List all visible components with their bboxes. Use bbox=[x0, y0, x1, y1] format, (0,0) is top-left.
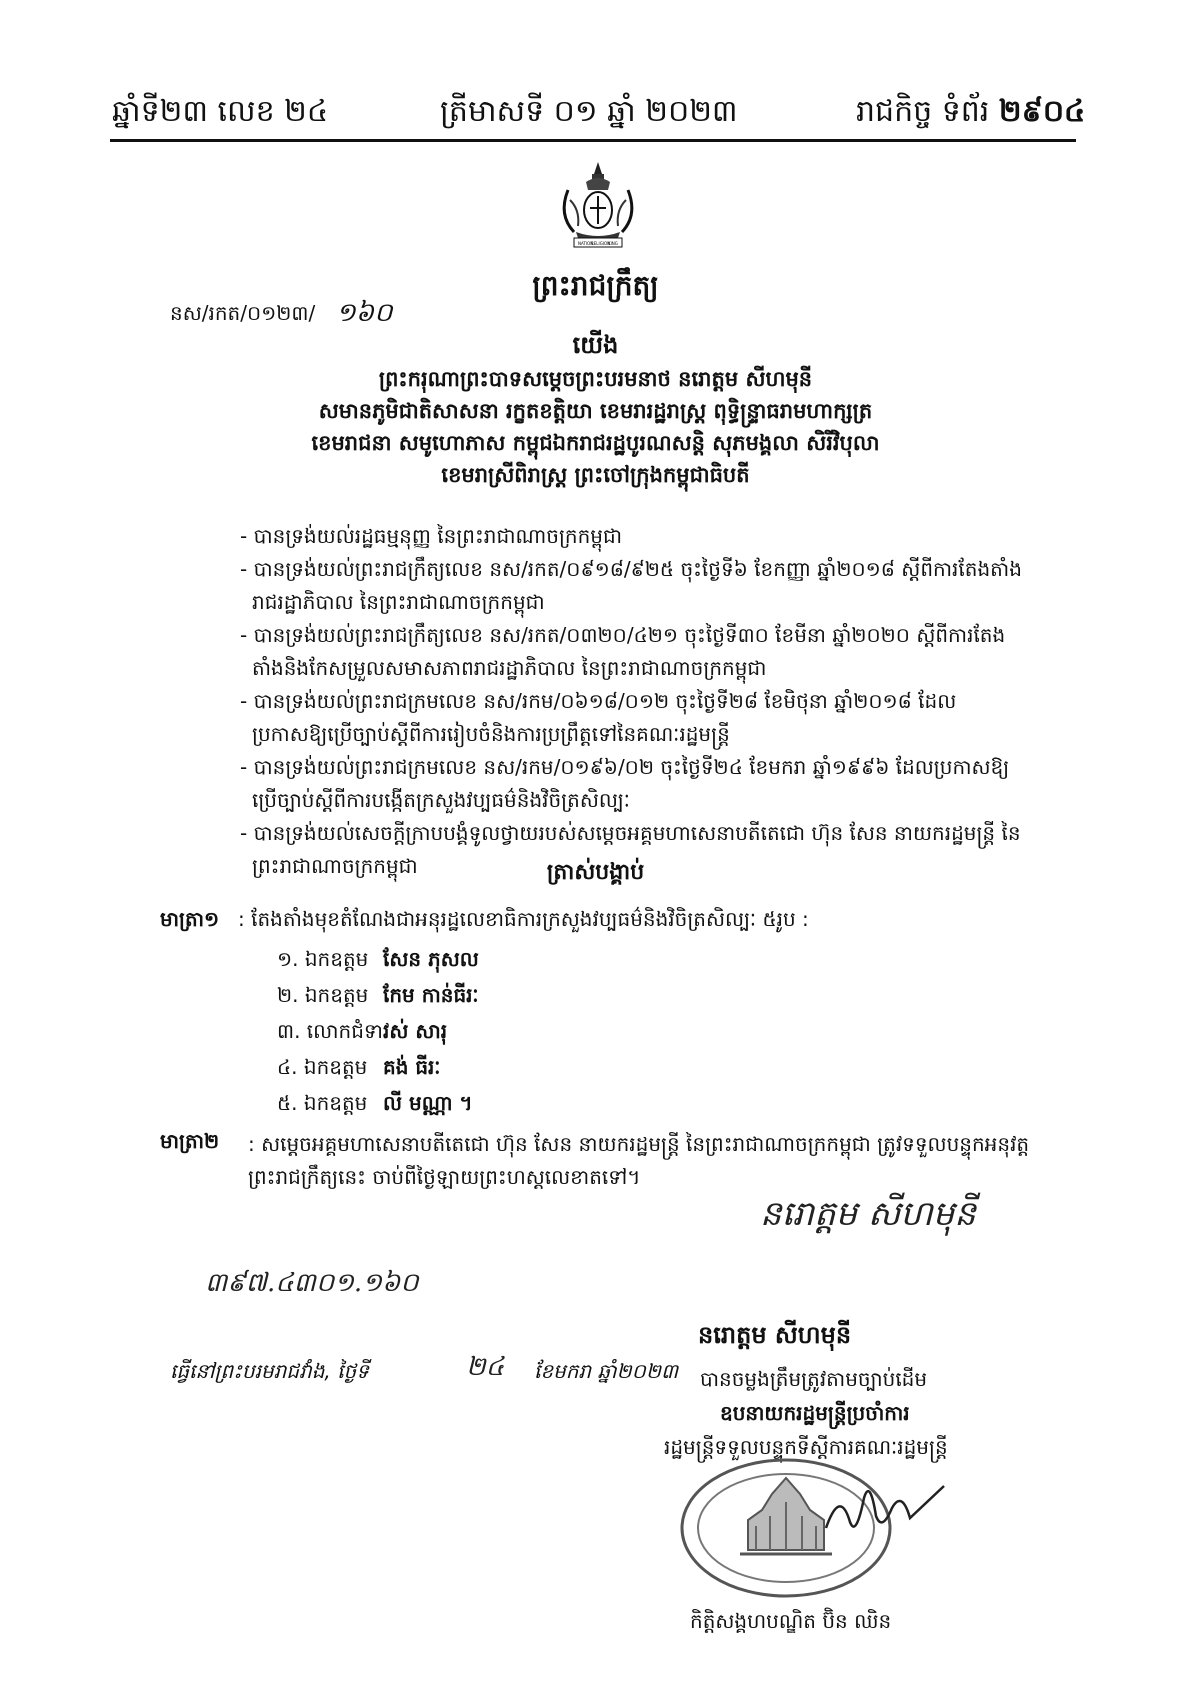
handwritten-registration: ៣៩៧.៤៣០១.១៦០ bbox=[205, 1268, 419, 1298]
appointee-row bbox=[277, 982, 479, 1012]
appointee-row bbox=[277, 1090, 473, 1120]
appointee-title: ១. ឯកឧត្តម bbox=[277, 947, 369, 971]
certification-line-1: បានចម្លងត្រឹមត្រូវតាមច្បាប់ដើម bbox=[700, 1367, 928, 1391]
appointee-name: រស់ សារុ bbox=[383, 1019, 448, 1043]
appointee-row bbox=[277, 1018, 448, 1048]
we-heading: យើង bbox=[572, 331, 619, 359]
emblem-motto-right: KING bbox=[608, 241, 618, 246]
certifier-name: កិត្តិសង្គហបណ្ឌិត ប៊ិន ឈិន bbox=[690, 1609, 892, 1633]
appointee-name: សែន ភុសល bbox=[383, 947, 479, 971]
appointee-title: ៤. ឯកឧត្តម bbox=[277, 1055, 368, 1079]
emblem-motto-center: RELIGION bbox=[591, 241, 611, 246]
consideration-item: - បានទ្រង់យល់ព្រះរាជក្រមលេខ នស/រកម/០១៩៦/០២ ចុះថ្ងៃទី២៤ ខែមករា ឆ្នាំ១៩៩៦ ដែលប្រកាសឱ្យប្រើច្បាប់ស្តីពីការបង្កើតក្រសួងវប្បធម៌និងវិចិត្រសិល្បៈ bbox=[240, 755, 1010, 812]
appointee-name: គង់ ធីរៈ bbox=[383, 1055, 441, 1079]
consideration-item: - បានទ្រង់យល់ព្រះរាជក្រឹត្យលេខ នស/រកត/០៣២០/៤២១ ចុះថ្ងៃទី៣០ ខែមីនា ឆ្នាំ២០២០ ស្តីពីការតែងតាំងនិងកែសម្រួលសមាសភាពរាជរដ្ឋាភិបាល នៃព្រះរាជាណាចក្រកម្ពុជា bbox=[240, 623, 1006, 680]
gazette-page-label: រាជកិច្ច ទំព័រ ២៩០៤ bbox=[856, 94, 1086, 129]
signing-day: ២៤ bbox=[466, 1352, 505, 1382]
royal-coat-of-arms-icon bbox=[548, 160, 648, 250]
appointee-row bbox=[277, 1054, 441, 1084]
reference-handwritten: ១៦០ bbox=[336, 298, 393, 328]
king-title-line-3: ខេមរាជនា សមូហោភាស កម្ពុជឯករាជរដ្ឋបូរណសន្តិ សុភមង្គលា សិរីវិបុលា bbox=[311, 431, 880, 455]
signing-place: ធ្វើនៅព្រះបរមរាជវាំង, ថ្ងៃទី bbox=[170, 1359, 369, 1383]
appointee-title: ២. ឯកឧត្តម bbox=[277, 983, 369, 1007]
article-2-text: : សម្តេចអគ្គមហាសេនាបតីតេជោ ហ៊ុន សែន នាយករដ្ឋមន្ត្រី នៃព្រះរាជាណាចក្រកម្ពុជា ត្រូវទទួលបន្ទុកអនុវត្តព្រះរាជក្រឹត្យនេះ ចាប់ពីថ្ងៃឡាយព្រះហស្តលេខាតទៅ។ bbox=[248, 1132, 1030, 1189]
king-title-line-2: សមានភូមិជាតិសាសនា រក្ខតខត្តិយា ខេមរារដ្ឋរាស្ត្រ ពុទ្ធិន្ទ្រាធរាមហាក្សត្រ bbox=[318, 399, 873, 423]
header-rule bbox=[110, 139, 1076, 142]
emblem-motto-left: NATION bbox=[578, 241, 594, 246]
appointee-name: កែម កាន់ធីរៈ bbox=[383, 983, 479, 1007]
article-1-label: មាត្រា១ bbox=[160, 907, 220, 931]
article-1-text: : តែងតាំងមុខតំណែងជាអនុរដ្ឋលេខាធិការក្រសួងវប្បធម៌និងវិចិត្រសិល្បៈ ៥រូប : bbox=[238, 907, 809, 931]
reference-number: នស/រកត/០១២៣/ bbox=[170, 301, 316, 325]
king-signature: នរោត្តម សីហមុនី bbox=[760, 1194, 976, 1234]
certification-line-2: ឧបនាយករដ្ឋមន្ត្រីប្រចាំការ bbox=[720, 1401, 910, 1425]
appointee-row bbox=[277, 946, 479, 976]
appointee-title: ៥. ឯកឧត្តម bbox=[277, 1091, 368, 1115]
gazette-year-issue: ឆ្នាំទី២៣ លេខ ២៤ bbox=[112, 94, 329, 129]
decree-heading: ត្រាស់បង្គាប់ bbox=[546, 860, 645, 885]
considerations-list bbox=[240, 520, 1030, 883]
gazette-date: ត្រីមាសទី ០១ ឆ្នាំ ២០២៣ bbox=[440, 94, 738, 129]
gazette-page-number: ២៩០៤ bbox=[998, 94, 1086, 129]
consideration-item: - បានទ្រង់យល់សេចក្តីក្រាបបង្គំទូលថ្វាយរបស់សម្តេចអគ្គមហាសេនាបតីតេជោ ហ៊ុន សែន នាយករដ្ឋមន្ត្រី នៃព្រះរាជាណាចក្រកម្ពុជា bbox=[240, 821, 1021, 878]
appointee-title: ៣. លោកជំទាវ bbox=[277, 1019, 390, 1043]
king-name: នរោត្តម សីហមុនី bbox=[698, 1321, 852, 1349]
appointee-name: លី មណ្ណា ។ bbox=[383, 1091, 473, 1115]
consideration-item: - បានទ្រង់យល់ព្រះរាជក្រមលេខ នស/រកម/០៦១៨/០១២ ចុះថ្ងៃទី២៨ ខែមិថុនា ឆ្នាំ២០១៨ ដែលប្រកាសឱ្យប្រើច្បាប់ស្តីពីការរៀបចំនិងការប្រព្រឹត្តទៅនៃគណៈរដ្ឋមន្ត្រី bbox=[240, 689, 957, 746]
article-2-label: មាត្រា២ bbox=[160, 1129, 220, 1153]
consideration-item: - បានទ្រង់យល់ព្រះរាជក្រឹត្យលេខ នស/រកត/០៩១៨/៩២៥ ចុះថ្ងៃទី៦ ខែកញ្ញា ឆ្នាំ២០១៨ ស្តីពីការតែងតាំងរាជរដ្ឋាភិបាល នៃព្រះរាជាណាចក្រកម្ពុជា bbox=[240, 557, 1022, 614]
king-title-line-4: ខេមរាស្រីពិរាស្ត្រ ព្រះចៅក្រុងកម្ពុជាធិបតី bbox=[441, 463, 750, 487]
document-type: ព្រះរាជក្រឹត្យ bbox=[532, 269, 659, 302]
certification-line-3: រដ្ឋមន្ត្រីទទួលបន្ទុកទីស្តីការគណៈរដ្ឋមន្ត្រី bbox=[664, 1435, 948, 1459]
king-title-line-1: ព្រះករុណាព្រះបាទសម្តេចព្រះបរមនាថ នរោត្តម សីហមុនី bbox=[378, 367, 813, 391]
consideration-item: - បានទ្រង់យល់រដ្ឋធម្មនុញ្ញ នៃព្រះរាជាណាចក្រកម្ពុជា bbox=[240, 524, 623, 548]
certifier-signature-icon bbox=[820, 1468, 950, 1548]
signing-month-year: ខែមករា ឆ្នាំ២០២៣ bbox=[534, 1359, 679, 1383]
